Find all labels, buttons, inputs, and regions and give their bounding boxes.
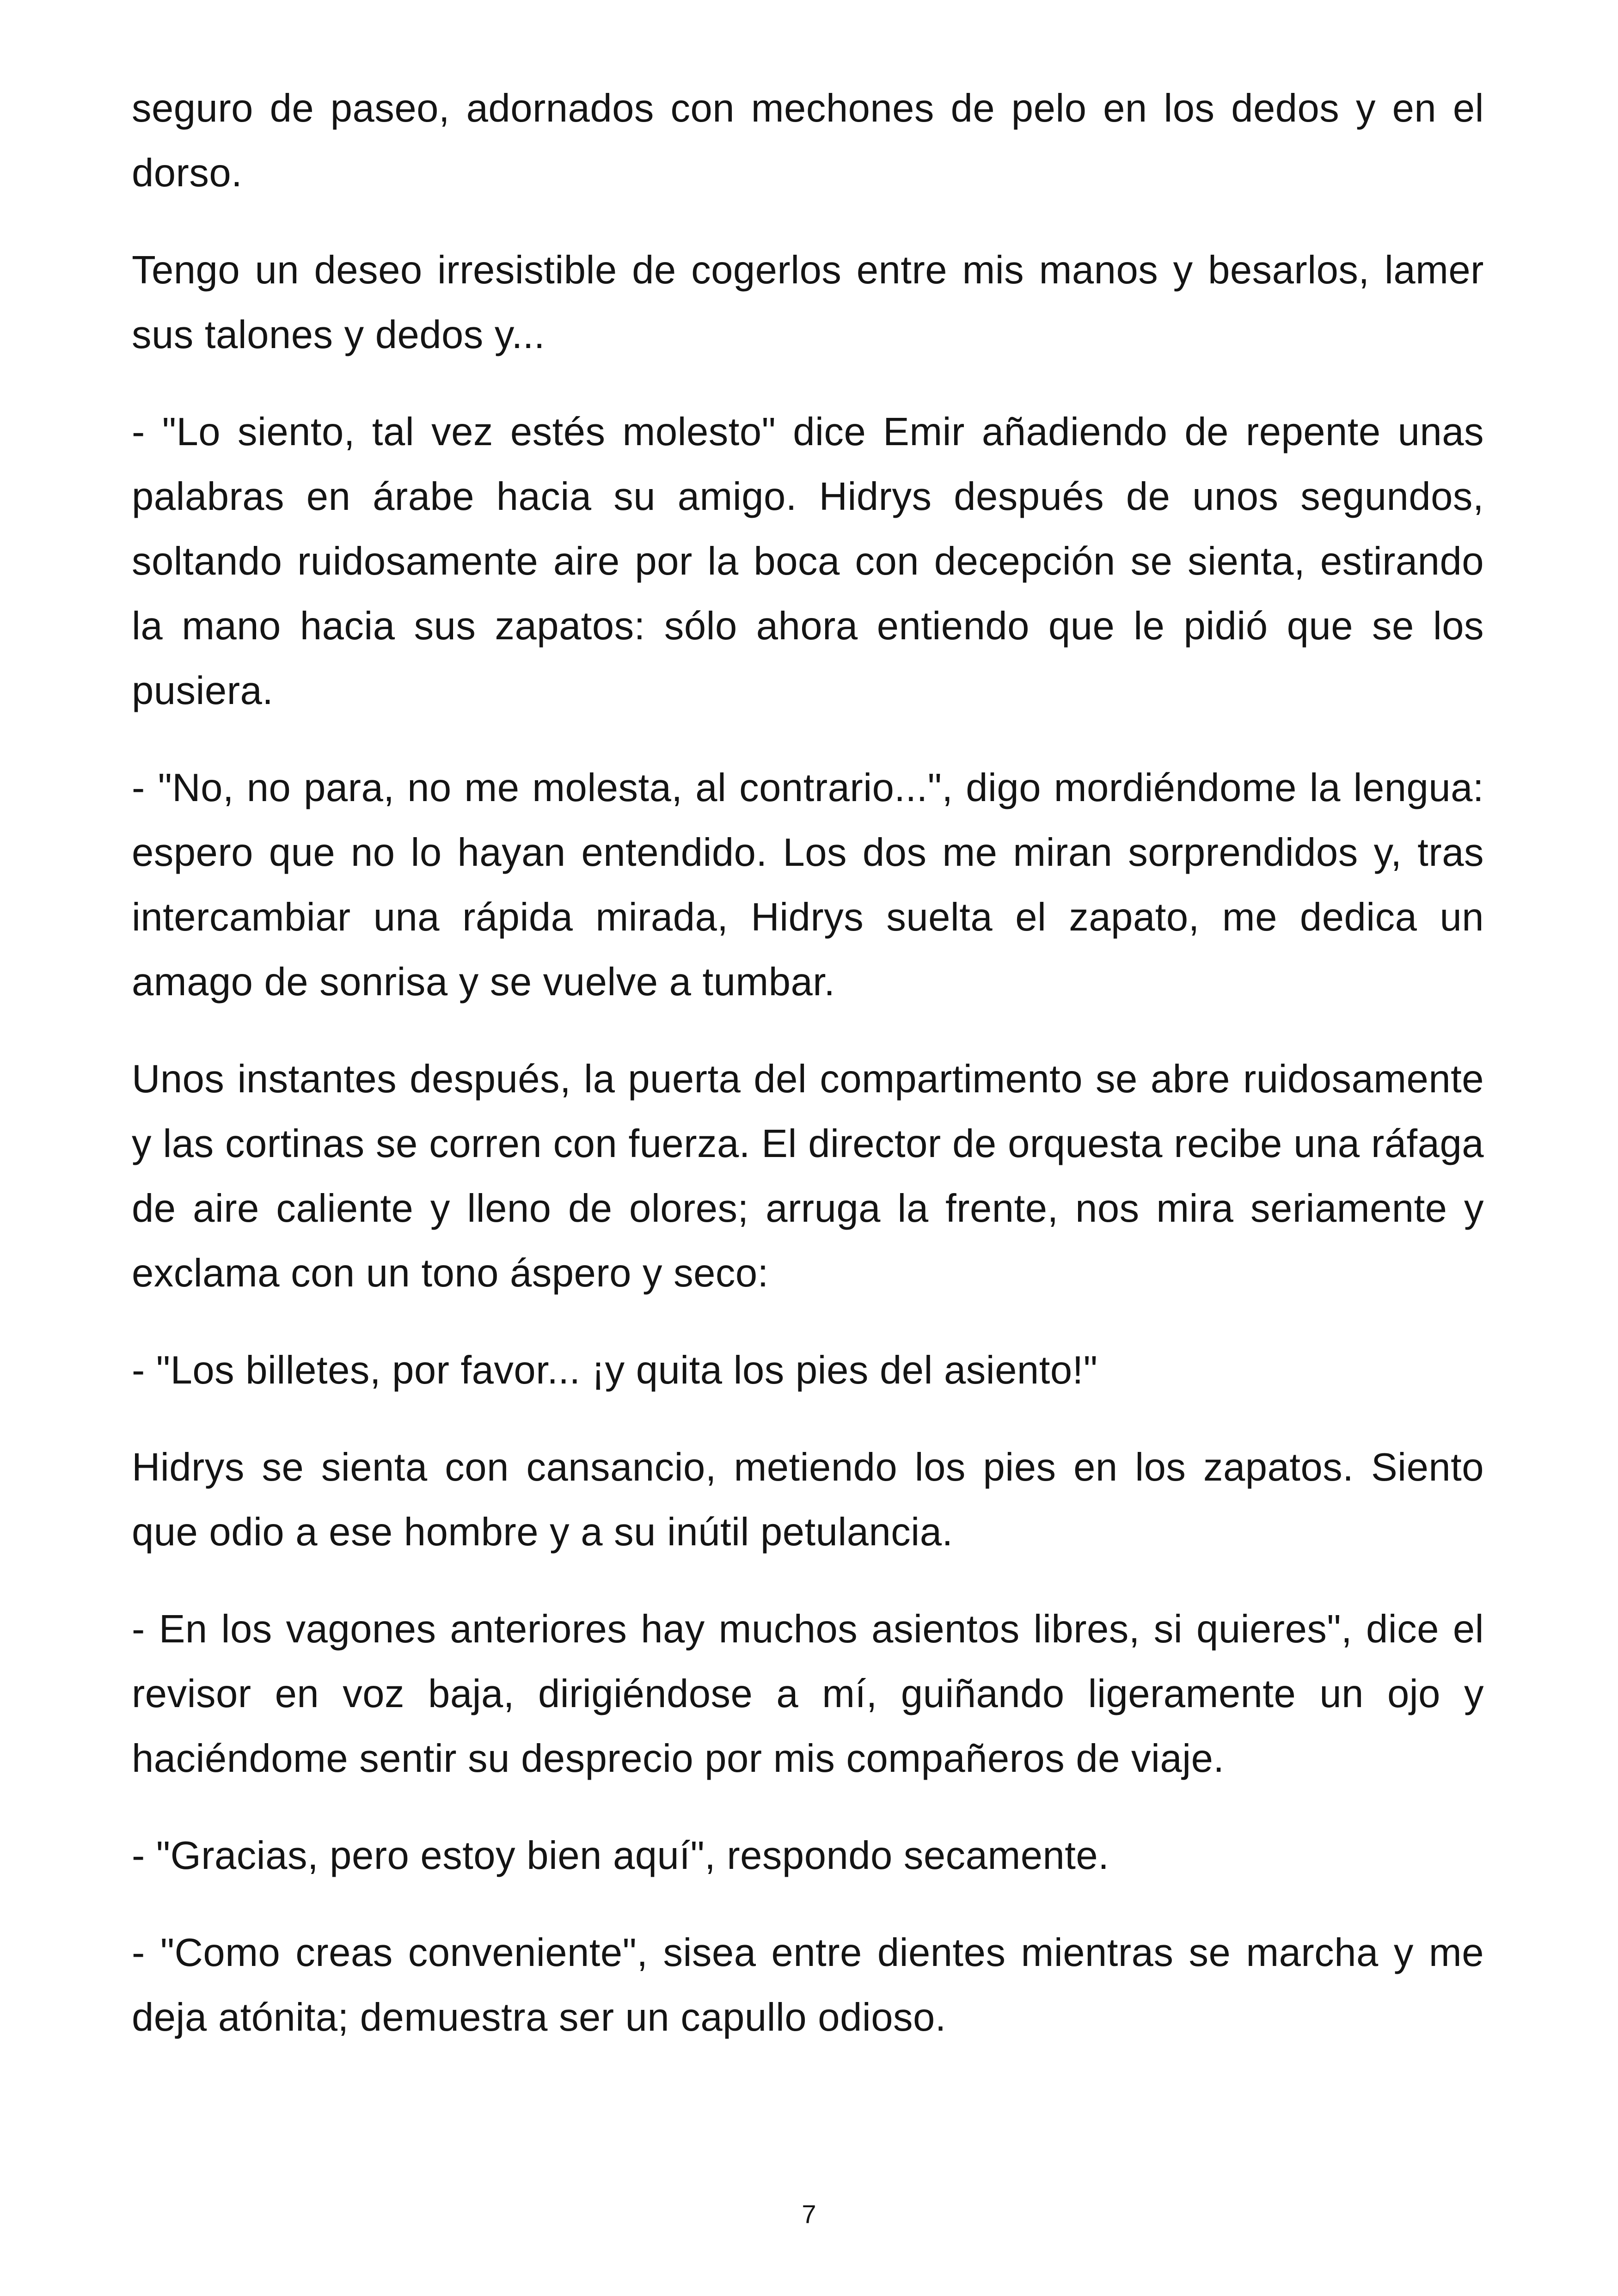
paragraph: - "Gracias, pero estoy bien aquí", respondo secamente. bbox=[132, 1834, 1109, 1878]
paragraph: seguro de paseo, adornados con mechones de pelo en los dedos y en el dorso. bbox=[132, 86, 1484, 195]
body-text bbox=[132, 76, 1484, 2082]
paragraph: - En los vagones anteriores hay muchos asientos libres, si quieres", dice el revisor en voz baja, dirigiéndose a mí, guiñando ligeramente un ojo y haciéndome sentir su desprecio por mis compañeros de viaje. bbox=[132, 1607, 1484, 1781]
page-number: 7 bbox=[802, 2199, 816, 2229]
paragraph: - "No, no para, no me molesta, al contrario...", digo mordiéndome la lengua: espero que no lo hayan entendido. Los dos me miran sorprendidos y, tras intercambiar una rápida mirada, Hidrys suelta el zapato, me dedica un amago de sonrisa y se vuelve a tumbar. bbox=[132, 766, 1484, 1004]
paragraph: - "Como creas conveniente", sisea entre dientes mientras se marcha y me deja atónita; demuestra ser un capullo odioso. bbox=[132, 1931, 1484, 2039]
paragraph: Unos instantes después, la puerta del compartimento se abre ruidosamente y las cortinas se corren con fuerza. El director de orquesta recibe una ráfaga de aire caliente y lleno de olores; arruga la frente, nos mira seriamente y exclama con un tono áspero y seco: bbox=[132, 1057, 1484, 1295]
paragraph: - "Lo siento, tal vez estés molesto" dice Emir añadiendo de repente unas palabras en árabe hacia su amigo. Hidrys después de unos segundos, soltando ruidosamente aire por la boca con decepción se sienta, estirando la mano hacia sus zapatos: sólo ahora entiendo que le pidió que se los pusiera. bbox=[132, 410, 1484, 713]
paragraph: Hidrys se sienta con cansancio, metiendo los pies en los zapatos. Siento que odio a ese hombre y a su inútil petulancia. bbox=[132, 1445, 1484, 1554]
paragraph: - "Los billetes, por favor... ¡y quita los pies del asiento!" bbox=[132, 1348, 1098, 1392]
paragraph: Tengo un deseo irresistible de cogerlos entre mis manos y besarlos, lamer sus talones y dedos y... bbox=[132, 248, 1484, 357]
